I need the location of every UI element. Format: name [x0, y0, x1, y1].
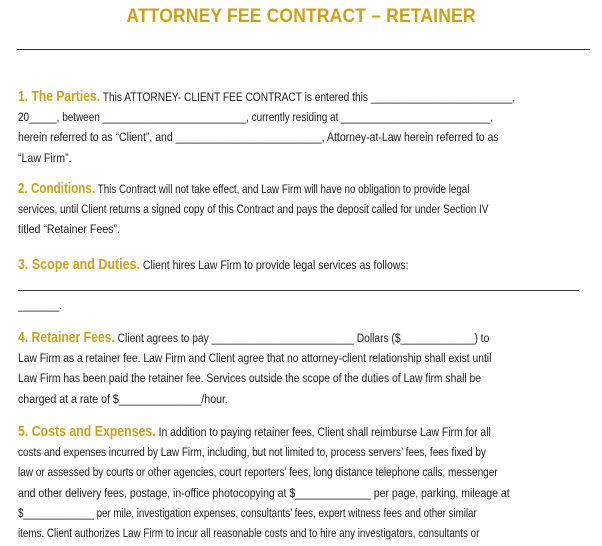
section-line: 20_____, between __________________________, currently residing at ___________________________, — [18, 110, 494, 125]
section-line — [18, 422, 506, 442]
section-heading: 3. Scope and Duties. — [18, 257, 140, 273]
section-text: Client hires Law Firm to provide legal services as follows: — [139, 258, 409, 272]
section-line: services, until Client returns a signed copy of this Contract and pays the deposit called for under Section IV — [18, 202, 489, 217]
section-line: $_____________ per mile, investigation expenses, consultants’ fees, expert witness fees and other similar — [18, 505, 477, 520]
section-line — [18, 275, 592, 295]
section-line: _______. — [18, 298, 63, 313]
section-line: Law Firm has been paid the retainer fee. Services outside the scope of the duties of Law firm shall be — [18, 371, 482, 386]
section-text: This ATTORNEY- CLIENT FEE CONTRACT is entered this _________________________, — [100, 90, 516, 104]
section-scope — [18, 255, 592, 316]
section-line: Law Firm as a retainer fee. Law Firm and Client agree that no attorney-client relationship shall exist until — [18, 351, 492, 366]
section-parties — [18, 87, 592, 168]
section-text: This Contract will not take effect, and Law Firm will have no obligation to provide legal — [95, 182, 470, 196]
section-line: and other delivery fees, postage, in-office photocopying at $_____________ per page, parking, mileage at — [18, 485, 510, 500]
section-line: titled “Retainer Fees”. — [18, 222, 120, 237]
section-line — [18, 255, 512, 275]
section-conditions — [18, 179, 592, 240]
section-line — [18, 87, 516, 107]
section-line: costs and expenses incurred by Law Firm, including, but not limited to, process servers’ fees, fees fixed by — [18, 445, 486, 460]
section-line — [18, 328, 500, 348]
section-heading: 1. The Parties. — [18, 89, 101, 105]
section-line: “Law Firm”. — [18, 150, 72, 165]
section-heading: 4. Retainer Fees. — [18, 330, 115, 346]
document-title: ATTORNEY FEE CONTRACT – RETAINER — [126, 6, 476, 27]
section-costs-expenses — [18, 422, 592, 543]
section-retainer-fees — [18, 328, 592, 409]
section-line — [18, 179, 480, 199]
title-divider — [17, 49, 590, 50]
section-heading: 5. Costs and Expenses. — [18, 424, 156, 440]
section-line: law or assessed by courts or other agencies, court reporters’ fees, long distance telephone calls, messenger — [18, 465, 498, 480]
section-text: Client agrees to pay _________________________ Dollars ($_____________) to — [114, 331, 490, 345]
section-heading: 2. Conditions. — [18, 181, 96, 197]
scope-fill-line — [18, 290, 579, 291]
section-line: herein referred to as “Client”, and _________________________, Attorney-at-Law herein referred to as — [18, 130, 499, 145]
section-line: charged at a rate of $______________/hour. — [18, 391, 228, 406]
section-text: In addition to paying retainer fees, Client shall reimburse Law Firm for all — [155, 425, 491, 439]
section-line: items. Client authorizes Law Firm to incur all reasonable costs and to hire any investigators, consultants or — [18, 526, 480, 541]
